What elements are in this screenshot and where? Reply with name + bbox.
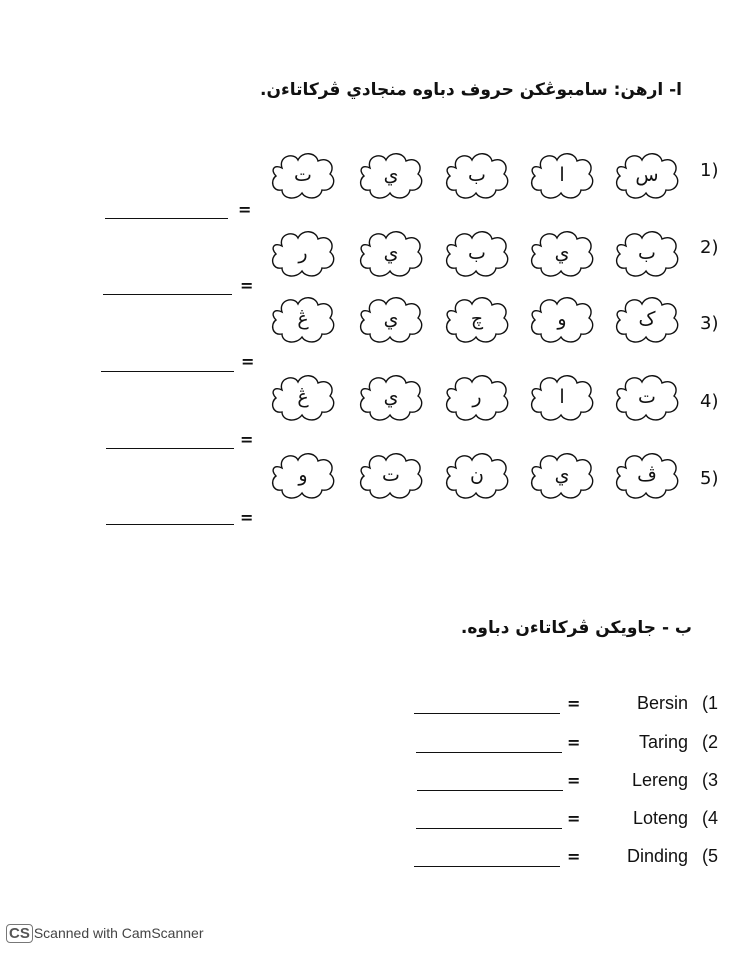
cloud-letter: ر (298, 242, 308, 264)
letter-cloud (527, 372, 597, 424)
letter-cloud (527, 150, 597, 202)
cloud-letter: ي (383, 164, 399, 186)
cloud-letter: ب (638, 242, 656, 264)
answer-line[interactable] (416, 828, 562, 829)
item-number: (5 (702, 846, 719, 866)
cloud-letter: و (298, 464, 308, 486)
equals-sign: = (567, 771, 581, 790)
equals-sign: = (238, 200, 252, 219)
equals-sign: = (241, 352, 255, 371)
letter-cloud (356, 150, 426, 202)
letter-cloud (356, 450, 426, 502)
answer-line[interactable] (106, 448, 234, 449)
letter-cloud (356, 294, 426, 346)
cloud-letter: ڠ (297, 386, 309, 408)
answer-line[interactable] (414, 713, 560, 714)
cloud-letter: ي (383, 308, 399, 330)
letter-cloud (442, 372, 512, 424)
cloud-letter: ت (294, 164, 312, 186)
answer-line[interactable] (103, 294, 232, 295)
letter-cloud (612, 228, 682, 280)
letter-cloud (268, 294, 338, 346)
cloud-letter: ب (468, 242, 486, 264)
cloud-letter: س (635, 164, 659, 186)
letter-cloud (268, 150, 338, 202)
answer-line[interactable] (416, 752, 562, 753)
letter-cloud (612, 294, 682, 346)
cloud-letter: ک (638, 308, 656, 330)
item-number: (1 (702, 693, 719, 713)
cloud-letter: ت (382, 464, 400, 486)
letter-cloud (268, 372, 338, 424)
equals-sign: = (240, 508, 254, 527)
row-number: 3) (700, 313, 719, 334)
rumi-word: Dinding (626, 846, 688, 866)
letter-cloud (527, 450, 597, 502)
cloud-letter: و (557, 308, 567, 330)
answer-line[interactable] (101, 371, 234, 372)
letter-cloud (612, 372, 682, 424)
section-a-heading: ا- ارهن: سامبوڠکن حروف دباوه منجادي ڤركاتاءن. (260, 80, 682, 100)
equals-sign: = (567, 733, 581, 752)
letter-cloud (612, 150, 682, 202)
section-b-heading: ب - جاويکن ڤركاتاءن دباوه. (460, 618, 692, 638)
letter-cloud (356, 372, 426, 424)
item-number: (3 (702, 770, 719, 790)
cloud-letter: ب (468, 164, 486, 186)
letter-cloud (527, 294, 597, 346)
equals-sign: = (567, 847, 581, 866)
row-number: 2) (700, 237, 719, 258)
answer-line[interactable] (417, 790, 563, 791)
scanner-watermark (6, 924, 204, 943)
cloud-letter: ي (554, 242, 570, 264)
letter-cloud (356, 228, 426, 280)
equals-sign: = (240, 430, 254, 449)
letter-cloud (442, 228, 512, 280)
equals-sign: = (240, 276, 254, 295)
cloud-letter: ي (554, 464, 570, 486)
item-number: (4 (702, 808, 719, 828)
answer-line[interactable] (106, 524, 234, 525)
letter-cloud (442, 294, 512, 346)
rumi-word: Bersin (636, 693, 688, 713)
row-number: 4) (700, 391, 719, 412)
row-number: 5) (700, 468, 719, 489)
camscanner-logo: CS (6, 924, 33, 943)
equals-sign: = (567, 809, 581, 828)
letter-cloud (442, 450, 512, 502)
rumi-word: Lereng (631, 770, 688, 790)
letter-cloud (268, 228, 338, 280)
cloud-letter: ن (470, 464, 484, 486)
cloud-letter: ي (383, 386, 399, 408)
cloud-letter: ر (472, 386, 482, 408)
cloud-letter: ڤ (637, 464, 657, 486)
answer-line[interactable] (414, 866, 560, 867)
equals-sign: = (567, 694, 581, 713)
item-number: (2 (702, 732, 719, 752)
cloud-letter: چ (470, 308, 484, 330)
cloud-letter: ي (383, 242, 399, 264)
letter-cloud (442, 150, 512, 202)
watermark-text: Scanned with CamScanner (33, 925, 204, 941)
letter-cloud (268, 450, 338, 502)
cloud-letter: ڠ (297, 308, 309, 330)
row-number: 1) (700, 160, 719, 181)
cloud-letter: ت (638, 386, 656, 408)
letter-cloud (612, 450, 682, 502)
cloud-letter: ا (559, 164, 565, 186)
answer-line[interactable] (105, 218, 228, 219)
letter-cloud (527, 228, 597, 280)
rumi-word: Loteng (632, 808, 688, 828)
rumi-word: Taring (638, 732, 688, 752)
cloud-letter: ا (559, 386, 565, 408)
